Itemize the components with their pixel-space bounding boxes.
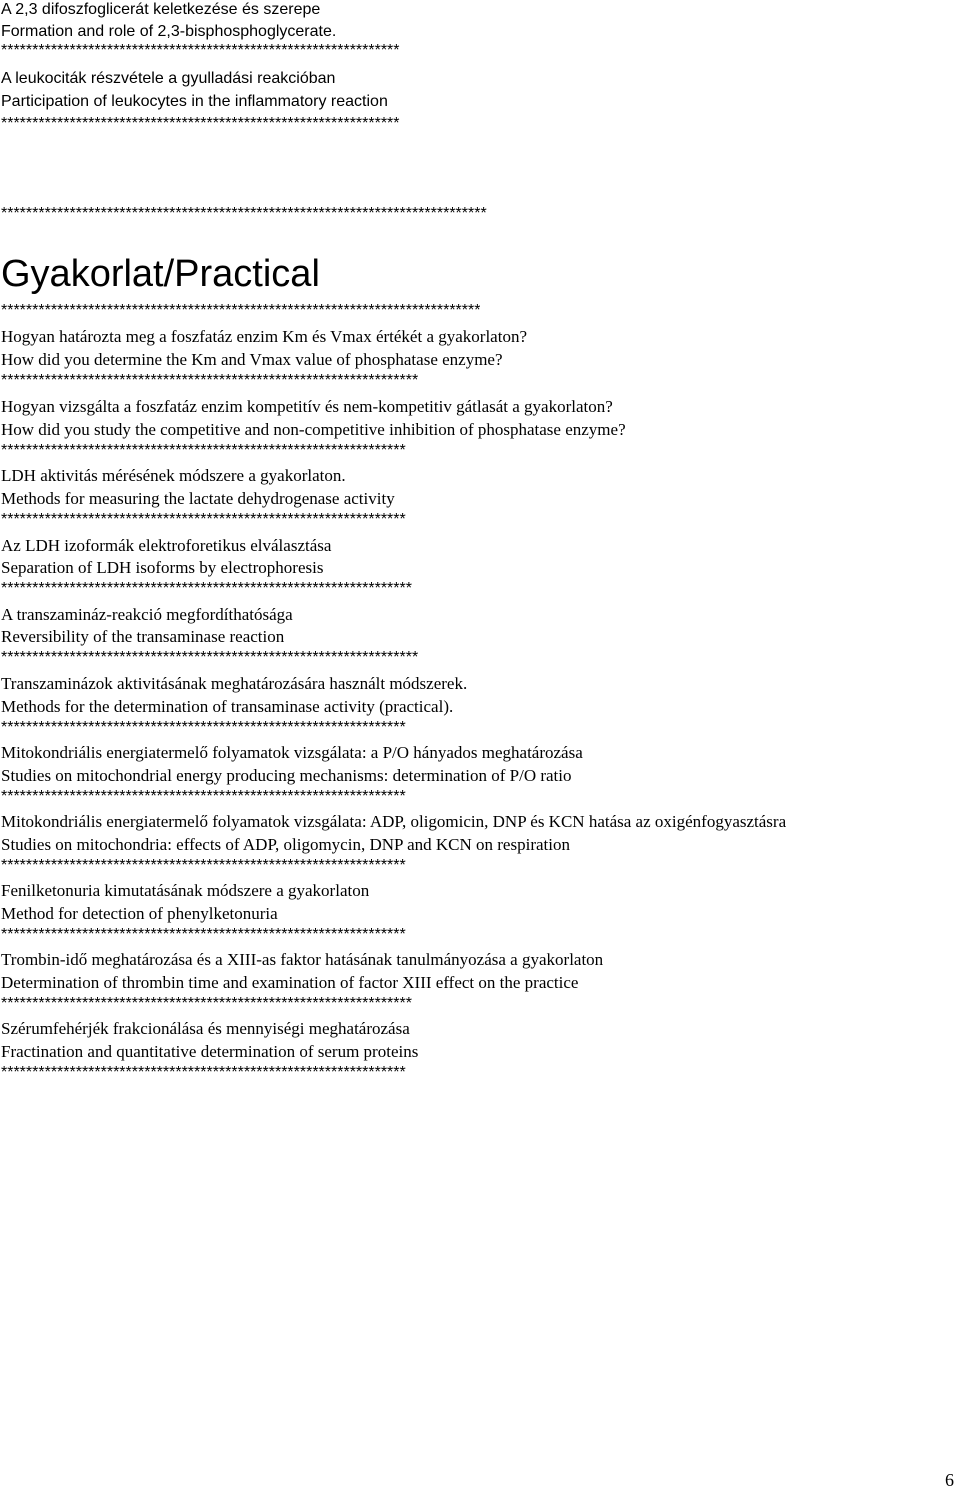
topic-hu: A leukociták részvétele a gyulladási reakcióban xyxy=(1,70,336,87)
separator: ***************************************************************** xyxy=(1,1066,406,1080)
topic-hu: A transzamináz-reakció megfordíthatósága xyxy=(1,605,293,624)
separator: ***************************************************************** xyxy=(1,928,406,942)
topic-en: Separation of LDH isoforms by electrophoresis xyxy=(1,558,324,577)
topic-hu: Mitokondriális energiatermelő folyamatok vizsgálata: a P/O hányados meghatározása xyxy=(1,743,583,762)
topic-hu: Fenilketonuria kimutatásának módszere a gyakorlaton xyxy=(1,881,370,900)
topic-en: Fractination and quantitative determination of serum proteins xyxy=(1,1042,419,1061)
topic-hu: Szérumfehérjék frakcionálása és mennyiségi meghatározása xyxy=(1,1019,410,1038)
topic-hu: Hogyan határozta meg a foszfatáz enzim Km és Vmax értékét a gyakorlaton? xyxy=(1,327,527,346)
topic-en: Method for detection of phenylketonuria xyxy=(1,904,278,923)
topic-hu: Az LDH izoformák elektroforetikus elválasztása xyxy=(1,536,332,555)
separator: **************************************************************** xyxy=(1,44,400,58)
topic-hu: LDH aktivitás mérésének módszere a gyakorlaton. xyxy=(1,466,346,485)
topic-en: Methods for measuring the lactate dehydrogenase activity xyxy=(1,489,395,508)
separator: ******************************************************************* xyxy=(1,651,419,665)
topic-en: How did you determine the Km and Vmax value of phosphatase enzyme? xyxy=(1,350,503,369)
topic-hu: Hogyan vizsgálta a foszfatáz enzim kompetitív és nem-kompetitiv gátlasát a gyakorlaton? xyxy=(1,397,613,416)
topic-en: Methods for the determination of transaminase activity (practical). xyxy=(1,697,454,716)
section-separator-bottom: ***************************************************************************** xyxy=(1,304,481,318)
topic-en: Participation of leukocytes in the inflammatory reaction xyxy=(1,93,388,110)
topic-hu: Trombin-idő meghatározása és a XIII-as faktor hatásának tanulmányozása a gyakorlaton xyxy=(1,950,604,969)
section-separator-top: ****************************************************************************** xyxy=(1,207,487,221)
topic-en: Formation and role of 2,3-bisphosphoglycerate. xyxy=(1,23,337,40)
separator: ***************************************************************** xyxy=(1,444,406,458)
topic-hu: Transzaminázok aktivitásának meghatározására használt módszerek. xyxy=(1,674,468,693)
separator: ***************************************************************** xyxy=(1,513,406,527)
topic-en: Reversibility of the transaminase reaction xyxy=(1,627,285,646)
separator: ***************************************************************** xyxy=(1,721,406,735)
topic-en: Determination of thrombin time and examination of factor XIII effect on the practice xyxy=(1,973,579,992)
page-number: 6 xyxy=(945,1470,954,1490)
topic-hu: A 2,3 difoszfoglicerát keletkezése és szerepe xyxy=(1,1,321,18)
topic-en: Studies on mitochondrial energy producing mechanisms: determination of P/O ratio xyxy=(1,766,572,785)
separator: ***************************************************************** xyxy=(1,790,406,804)
section-title: Gyakorlat/Practical xyxy=(1,253,320,295)
separator: ****************************************************************** xyxy=(1,997,412,1011)
separator: ***************************************************************** xyxy=(1,859,406,873)
separator: ****************************************************************** xyxy=(1,582,412,596)
topic-hu: Mitokondriális energiatermelő folyamatok vizsgálata: ADP, oligomicin, DNP és KCN hatása az oxigénfogyasztásra xyxy=(1,812,787,831)
topic-en: How did you study the competitive and non-competitive inhibition of phosphatase enzyme? xyxy=(1,420,626,439)
separator: ******************************************************************* xyxy=(1,374,419,388)
separator: **************************************************************** xyxy=(1,117,400,131)
topic-en: Studies on mitochondria: effects of ADP, oligomycin, DNP and KCN on respiration xyxy=(1,835,570,854)
